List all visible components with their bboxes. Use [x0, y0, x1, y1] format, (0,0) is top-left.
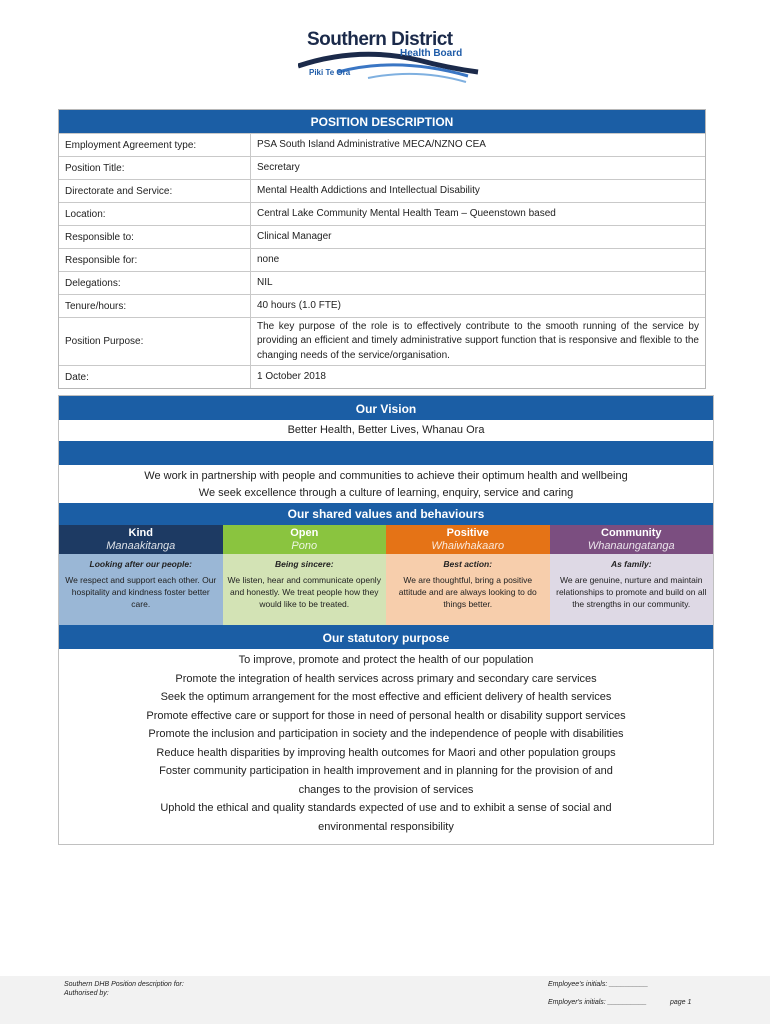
row-label: Responsible to:: [59, 226, 251, 248]
table-row: [59, 156, 705, 179]
table-row: [59, 225, 705, 248]
value-name: Community: [601, 527, 662, 539]
value-name: Open: [290, 527, 319, 539]
table-row: [59, 248, 705, 271]
footer-employer-initials: Employer's initials: __________: [548, 999, 647, 1006]
row-value: PSA South Island Administrative MECA/NZNO CEA: [257, 138, 486, 150]
row-value: 1 October 2018: [257, 370, 326, 382]
values-columns: [59, 525, 713, 625]
logo-subtitle: Health Board: [400, 48, 463, 59]
row-value: Secretary: [257, 161, 300, 173]
vision-line: We seek excellence through a culture of learning, enquiry, service and caring: [198, 487, 574, 499]
value-column-kind: [59, 525, 223, 625]
table-row: [59, 365, 705, 388]
statutory-title: Our statutory purpose: [59, 625, 713, 649]
logo-name: Southern District: [307, 29, 453, 50]
value-text: We listen, hear and communicate openly and honestly. We treat people how they would like to be treated.: [227, 575, 381, 609]
value-header: [223, 525, 387, 554]
position-description-title: POSITION DESCRIPTION: [59, 110, 705, 133]
row-value: 40 hours (1.0 FTE): [257, 299, 341, 311]
table-row: [59, 133, 705, 156]
value-body: [223, 554, 387, 625]
footer-employee-initials: Employee's initials: __________: [548, 981, 649, 988]
value-heading: Looking after our people:: [89, 559, 192, 569]
statutory-line: Promote the integration of health services across primary and secondary care services: [175, 672, 597, 685]
row-value: The key purpose of the role is to effectively contribute to the smooth running of the service by providing an efficient and timely administrative support function that is responsive and flexible to the changing needs of the service/organisation.: [257, 320, 699, 361]
row-label: Delegations:: [59, 272, 251, 294]
row-label: Position Title:: [59, 157, 251, 179]
statutory-list: [59, 649, 713, 844]
value-name: Kind: [128, 527, 153, 539]
row-label: Tenure/hours:: [59, 295, 251, 317]
value-name: Positive: [446, 527, 489, 539]
value-column-community: [550, 525, 714, 625]
value-maori-name: Whanaungatanga: [587, 540, 675, 552]
statutory-line: Foster community participation in health improvement and in planning for the provision of and: [159, 765, 613, 777]
statutory-line: Promote the inclusion and participation in society and the independence of people with disabilities: [148, 728, 624, 740]
row-label: Responsible for:: [59, 249, 251, 271]
logo: [298, 26, 483, 86]
row-label: Directorate and Service:: [59, 180, 251, 202]
statutory-line: changes to the provision of services: [298, 783, 474, 796]
value-header: [386, 525, 550, 554]
value-maori-name: Whaiwhakaaro: [431, 540, 505, 552]
value-body: [59, 554, 223, 625]
footer-authorised-by: Authorised by:: [64, 990, 109, 997]
statutory-line: Uphold the ethical and quality standards expected of use and to exhibit a sense of social and: [160, 802, 612, 814]
row-value: Mental Health Addictions and Intellectual Disability: [257, 184, 480, 196]
value-heading: As family:: [610, 559, 652, 569]
table-row: [59, 179, 705, 202]
values-title: Our shared values and behaviours: [59, 503, 713, 525]
vision-text: Better Health, Better Lives, Whanau Ora: [287, 424, 485, 436]
vision-values-panel: [58, 395, 714, 845]
vision-line: We work in partnership with people and communities to achieve their optimum health and wellbeing: [144, 470, 628, 482]
row-label: Date:: [59, 366, 251, 388]
value-text: We are genuine, nurture and maintain relationships to promote and build on all the strengths in our community.: [556, 575, 707, 609]
value-text: We respect and support each other. Our hospitality and kindness foster better care.: [65, 575, 217, 609]
value-maori-name: Pono: [291, 540, 318, 552]
value-body: [386, 554, 550, 625]
value-header: [550, 525, 714, 554]
value-header: [59, 525, 223, 554]
vision-title: Our Vision: [59, 396, 713, 420]
footer-page-number: page 1: [670, 999, 692, 1006]
statutory-line: Reduce health disparities by improving health outcomes for Maori and other population groups: [156, 746, 616, 759]
value-text: We are thoughtful, bring a positive attitude and are always looking to do things better.: [398, 575, 537, 609]
logo-tagline: Piki Te Ora: [309, 68, 351, 77]
table-row: [59, 294, 705, 317]
page-footer: [0, 976, 770, 1024]
value-maori-name: Manaakitanga: [106, 540, 176, 552]
row-value: Clinical Manager: [257, 230, 332, 242]
statutory-line: Seek the optimum arrangement for the most effective and efficient delivery of health services: [160, 691, 612, 703]
row-value: NIL: [257, 276, 273, 288]
value-column-open: [223, 525, 387, 625]
row-label: Position Purpose:: [59, 318, 251, 365]
row-label: Location:: [59, 203, 251, 225]
row-label: Employment Agreement type:: [59, 134, 251, 156]
position-description-table: [58, 109, 706, 389]
vision-divider-band: [59, 441, 713, 465]
table-row: [59, 271, 705, 294]
value-body: [550, 554, 714, 625]
footer-pd-for: Southern DHB Position description for:: [64, 981, 184, 988]
value-heading: Being sincere:: [274, 559, 334, 569]
value-column-positive: [386, 525, 550, 625]
table-row: [59, 202, 705, 225]
statutory-line: environmental responsibility: [318, 820, 454, 833]
value-heading: Best action:: [443, 559, 493, 569]
row-value: none: [257, 253, 280, 265]
table-row: [59, 317, 705, 365]
statutory-line: Promote effective care or support for those in need of personal health or disability support services: [146, 709, 626, 722]
statutory-line: To improve, promote and protect the health of our population: [238, 654, 534, 666]
row-value: Central Lake Community Mental Health Team – Queenstown based: [257, 207, 556, 219]
